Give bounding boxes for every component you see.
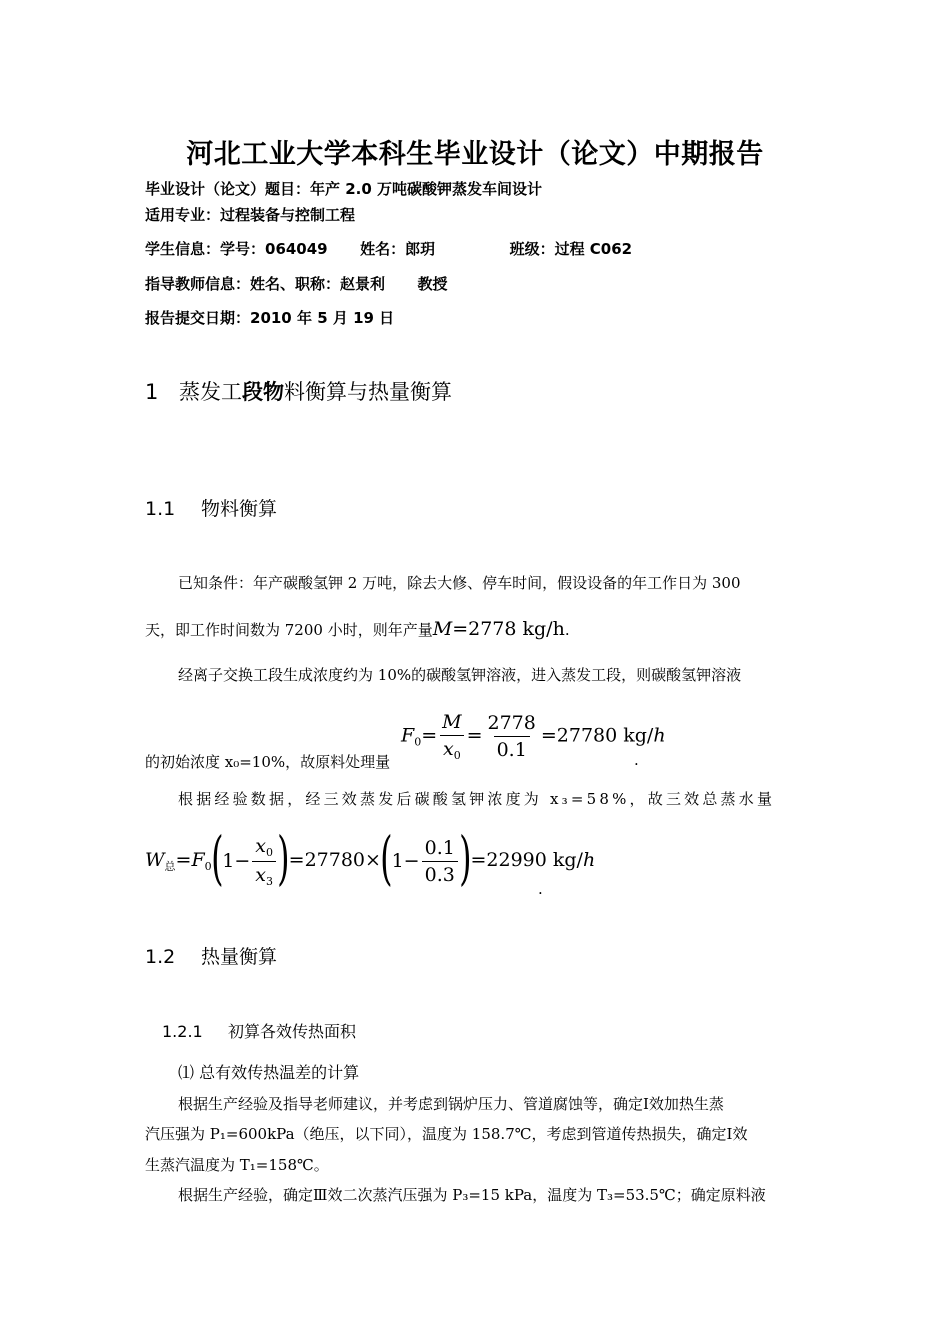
paragraph-line: 已知条件：年产碳酸氢钾 2 万吨，除去大修、停车时间，假设设备的年工作日为 300: [178, 574, 741, 592]
section-number: 1: [145, 380, 159, 404]
report-page: 河北工业大学本科生毕业设计（论文）中期报告 毕业设计（论文）题目：年产 2.0 万吨碳酸钾蒸发车间设计 适用专业：过程装备与控制工程 学生信息：学号：064049 姓名：郎玥 班级：过程 C062 指导教师信息：姓名、职称：赵景利 教授 报告提交日期：2010 年 5 月 19 日 1 蒸发工段物料衡算与热量衡算 1.1 物料衡算 已知条件：年产碳酸氢钾 2 万吨，除去大修、停车时间，假设设备的年工作日为 300 天，即工作时间数为 7200 小时，则年产量M=2778 kg/h. 经离子交换工段生成浓度约为 10%的碳酸氢钾溶液，进入蒸发工段，则碳酸氢钾溶液 的初始浓度 x₀=10%，故原料处理量 $F_0=$ $\frac{M}{x_0}$ = $\frac{2778}{0.1}$ =27780 kg/h . 根据经验数据，经三效蒸发后碳酸氢钾浓度为 x₃=58%，故三效总蒸水量 $W_总=F_0$ ( 1− $\frac{x_0}{x_3}$ ) =27780× ( 1− $\frac{0.1}{0.3}$ ) =22990 kg/h . 1.2 热量衡算 1.2.1 初算各效传热面积 ⑴ 总有效传热温差的计算 根据生产经验及指导老师建议，并考虑到锅炉压力、管道腐蚀等，确定Ⅰ效加热生蒸 汽压强为 P₁=600kPa（绝压，以下同），温度为 158.7℃，考虑到管道传热损失，确定Ⅰ效 生蒸汽温度为 T₁=158℃。 根据生产经验，确定Ⅲ效二次蒸汽压强为 P₃=15 kPa，温度为 T₃=53.5℃；确定原料液: [0, 0, 950, 1344]
equation-evaporated-water: $W_总=F_0$ ( 1− $\frac{x_0}{x_3}$ ) =27780× ( 1− $\frac{0.1}{0.3}$ ) =22990 kg/h: [145, 824, 596, 892]
paragraph-line: 经离子交换工段生成浓度约为 10%的碳酸氢钾溶液，进入蒸发工段，则碳酸氢钾溶液: [178, 666, 742, 684]
equation-feed-rate: $F_0=$ $\frac{M}{x_0}$ = $\frac{2778}{0.1}$ =27780 kg/h: [401, 711, 666, 762]
paragraph-line: 天，即工作时间数为 7200 小时，则年产量M=2778 kg/h.: [145, 618, 570, 640]
student-id: 学生信息：学号：064049: [145, 240, 328, 258]
submission-date: 报告提交日期：2010 年 5 月 19 日: [145, 309, 395, 327]
subsection-heading: ⑴ 总有效传热温差的计算: [178, 1063, 360, 1082]
advisor-info: [145, 273, 448, 294]
applicable-major: 适用专业：过程装备与控制工程: [145, 206, 356, 224]
equation-annual-output: M=2778 kg/h: [432, 618, 565, 640]
paragraph-line: 根据生产经验，确定Ⅲ效二次蒸汽压强为 P₃=15 kPa，温度为 T₃=53.5℃；确定原料液: [178, 1186, 766, 1204]
section-1-1-heading: 1.1 物料衡算: [145, 498, 278, 520]
section-1-2-1-heading: 1.2.1 初算各效传热面积: [162, 1022, 357, 1041]
paragraph-line: 根据经验数据，经三效蒸发后碳酸氢钾浓度为 x₃=58%，故三效总蒸水量: [178, 790, 776, 808]
thesis-topic: 毕业设计（论文）题目：年产 2.0 万吨碳酸钾蒸发车间设计: [145, 180, 543, 198]
paragraph-line: 根据生产经验及指导老师建议，并考虑到锅炉压力、管道腐蚀等，确定Ⅰ效加热生蒸: [178, 1095, 724, 1113]
paragraph-line: 生蒸汽温度为 T₁=158℃。: [145, 1156, 329, 1174]
section-1-heading: 1 蒸发工段物料衡算与热量衡算: [145, 380, 452, 404]
advisor-title: 教授: [417, 275, 448, 293]
student-name: 姓名：郎玥: [360, 240, 436, 258]
student-class: 班级：过程 C062: [509, 240, 633, 258]
report-title: 河北工业大学本科生毕业设计（论文）中期报告: [186, 139, 764, 170]
section-1-2-heading: 1.2 热量衡算: [145, 946, 278, 968]
paragraph-line: 的初始浓度 x₀=10%，故原料处理量: [145, 753, 391, 771]
advisor-name: 指导教师信息：姓名、职称：赵景利: [145, 275, 386, 293]
student-info: [145, 238, 632, 259]
paragraph-line: 汽压强为 P₁=600kPa（绝压，以下同），温度为 158.7℃，考虑到管道传热损失，确定Ⅰ效: [145, 1125, 748, 1143]
